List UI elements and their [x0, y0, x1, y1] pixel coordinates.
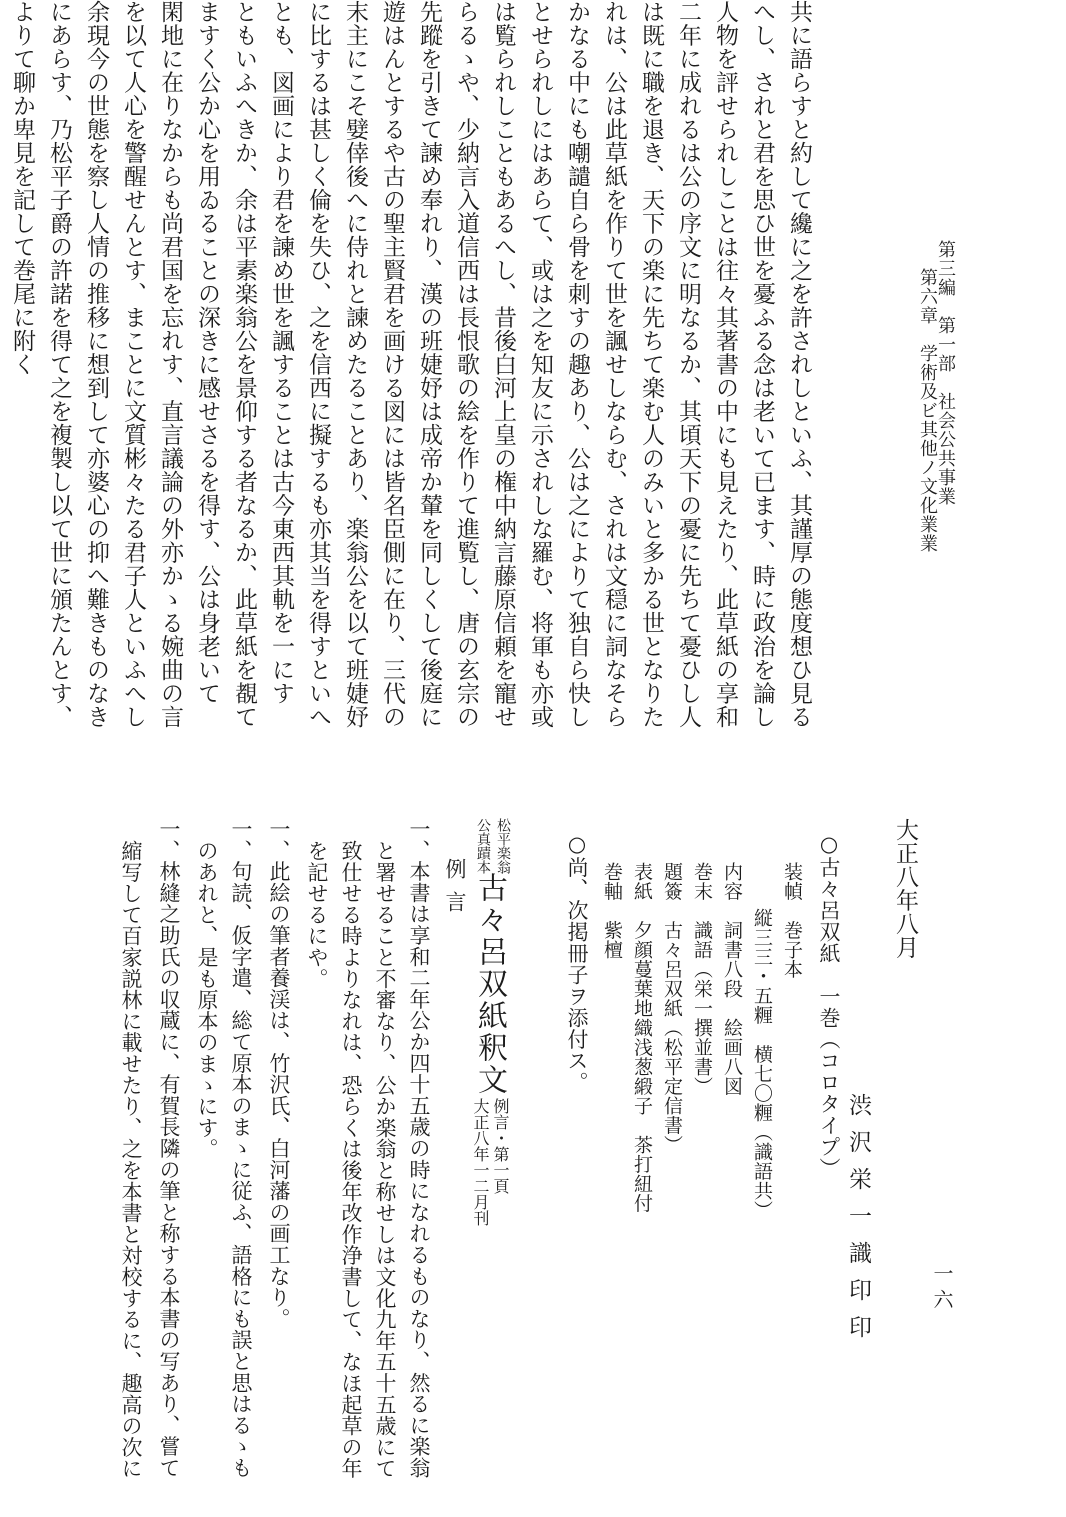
book-note: 大正八年一二月刊 [471, 1098, 490, 1226]
reigen-line: 一、本書は享和二年公か四十五歳の時になれるものなり、然るに楽翁 [407, 818, 431, 1479]
text-column: ますく公か心を用ゐることの深きに感せさるを得す、公は身老いて [194, 0, 220, 705]
text-column: 共に語らすと約して纔に之を許されしといふ、其謹厚の態度想ひ見る [786, 0, 812, 729]
header-chapter: 第六章 学術及ビ其他ノ文化業業 [917, 268, 938, 553]
section-heading: 例言 [443, 858, 467, 924]
text-column: らるゝや、少納言入道信西は長恨歌の絵を作りて進覧し、唐の玄宗の [453, 0, 479, 729]
text-column: にあらす、乃松平子爵の許諾を得て之を複製し以て世に頒たんとす、 [46, 0, 72, 729]
cover-item: 題簽 古々呂双紙（松平定信書） [661, 862, 683, 1155]
reigen-line: 一、林縫之助氏の収蔵に、有賀長隣の筆と称する本書の写あり、嘗て [157, 818, 181, 1479]
text-column: かなる中にも嘲譴自ら骨を刺すの趣あり、公は之によりて独自ら快し [564, 0, 590, 729]
text-column: 末主にこそ嬖倖後へに侍れと諫めたることあり、楽翁公を以て班婕妤 [342, 0, 368, 729]
cover-title: ○古々呂双紙 一巻（コロタイプ） [817, 832, 841, 1179]
text-column: れは、公は此草紙を作りて世を諷せしならむ、されは文穏に詞なそら [601, 0, 627, 729]
signature: 渋沢栄一識印印 [845, 1093, 871, 1352]
book-subtitle: 松平楽翁 [495, 818, 511, 874]
cover-item: 巻軸 紫檀 [601, 862, 623, 960]
text-column: を以て人心を警醒せんとす、まことに文質彬々たる君子人といふへし [120, 0, 146, 729]
text-column: 先蹤を引きて諫め奉れり、漢の班婕妤は成帝か輦を同しくして後庭に [416, 0, 442, 729]
text-column: ともいふへきか、余は平素楽翁公を景仰する者なるか、此草紙を覩て [231, 0, 257, 729]
reigen-line: 一、句読、仮字遣、総て原本のまゝに従ふ、語格にも誤と思はるゝも [229, 818, 253, 1479]
cover-item: 縦三三・五糎 横七〇糎（識語共） [751, 908, 773, 1220]
cover-item: 内容 詞書八段 絵画八図 [721, 862, 743, 1096]
reigen-line: 一、此絵の筆者養渓は、竹沢氏、白河藩の画工なり。 [267, 818, 291, 1330]
text-column: へし、されと君を思ひ世を憂ふる念は老いて已ます、時に政治を論し [749, 0, 775, 729]
reigen-line: と署せること不審なり、公か楽翁と称せしは文化九年五十五歳にて [373, 840, 397, 1479]
commentary-text [0, 0, 812, 729]
text-column: よりて聊か卑見を記して巻尾に附く [9, 0, 35, 376]
text-column: 遊はんとするや古の聖主賢君を画ける図には皆名臣側に在り、三代の [379, 0, 405, 729]
text-column: 閑地に在りなからも尚君国を忘れす、直言議論の外亦かゝる婉曲の言 [157, 0, 183, 729]
text-column: とも、図画により君を諫め世を諷することは古今東西其軌を一にす [268, 0, 294, 705]
text-column: 余現今の世態を察し人情の推移に想到して亦婆心の抑へ難きものなき [83, 0, 109, 729]
page-number: 一六 [930, 1263, 954, 1315]
text-column: とせられしにはあらて、或は之を知友に示されしな羅む、将軍も亦或 [527, 0, 553, 729]
cover-item: 表紙 夕顔蔓葉地織浅葱緞子 茶打紐付 [631, 862, 653, 1213]
cover-note: ○尚、次掲冊子ヲ添付ス。 [565, 832, 589, 1093]
text-column: 二年に成れるは公の序文に明なるか、其頃天下の憂に先ちて憂ひし人 [675, 0, 701, 729]
text-column: 人物を評せられしことは往々其著書の中にも見えたり、此草紙の享和 [712, 0, 738, 729]
date-line: 大正八年八月 [892, 818, 918, 959]
text-column: に比するは甚しく倫を失ひ、之を信西に擬するも亦其当を得すといへ [305, 0, 331, 729]
book-subtitle: 公真蹟本 [475, 818, 491, 874]
text-column: は既に職を退き、天下の楽に先ちて楽む人のみいと多かる世となりた [638, 0, 664, 729]
book-title: 古々呂双紙釈文 [472, 872, 507, 1096]
reigen-line: 縮写して百家説林に載せたり、之を本書と対校するに、趣高の次に [119, 840, 143, 1479]
cover-item: 装幀 巻子本 [781, 862, 803, 979]
book-note: 例言・第一頁 [491, 1098, 510, 1194]
reigen-line: のあれと、是も原本のまゝにす。 [195, 840, 219, 1160]
running-header [917, 240, 956, 760]
reigen-line: を記せるにや。 [305, 840, 329, 990]
header-part: 第三編 第一部 社会公共事業 [935, 240, 956, 506]
text-column: は覧られしこともあるへし、昔後白河上皇の権中納言藤原信頼を寵せ [490, 0, 516, 729]
cover-item: 巻末 識語（栄一撰並書） [691, 862, 713, 1096]
reigen-line: 致仕せる時よりなれは、恐らくは後年改作浄書して、なほ起草の年 [339, 840, 363, 1479]
